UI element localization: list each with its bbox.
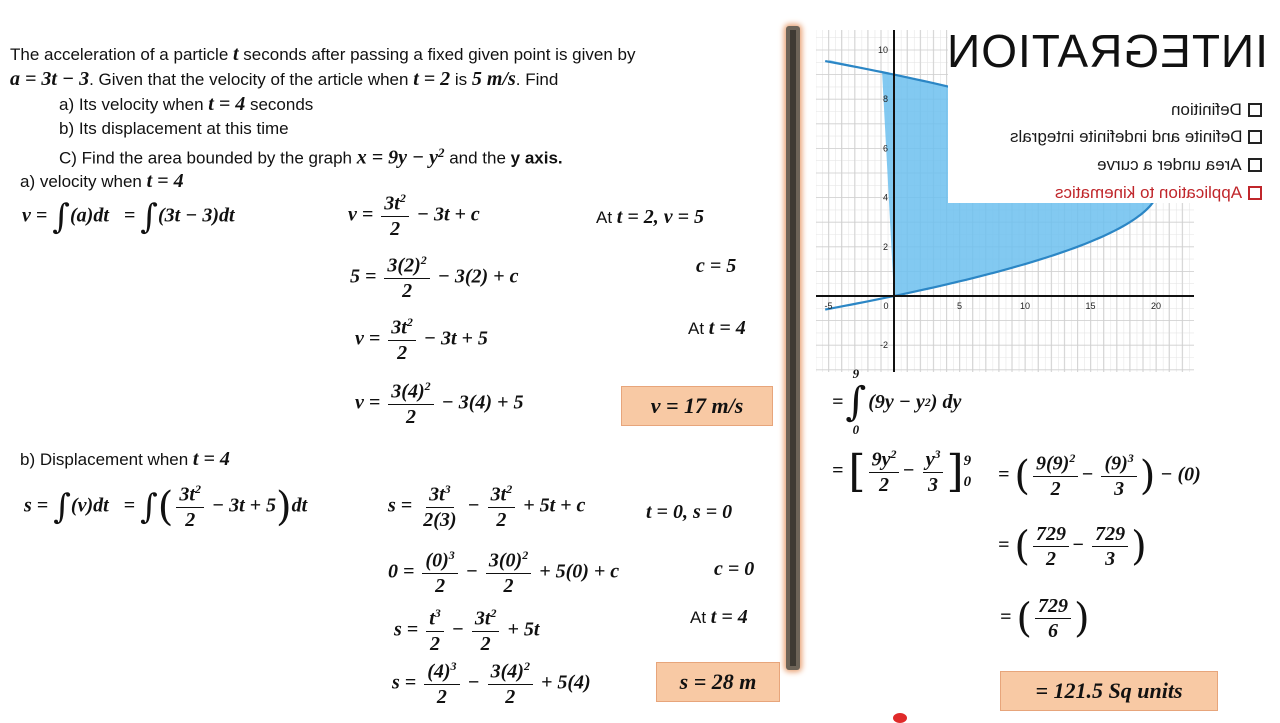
velocity-substitute: 5 = $\frac{3(2)^2}{2}$ − 3(2) + c	[350, 253, 519, 302]
x-tick-label: -5	[824, 301, 833, 311]
menu-item-label: Application to kinematics	[1054, 183, 1242, 202]
cursor-marker	[893, 713, 907, 723]
y-tick-label: -2	[879, 340, 888, 351]
checkbox-icon	[1248, 130, 1262, 144]
section-b-condition: t = 0, s = 0	[646, 501, 733, 523]
checkbox-icon	[1248, 158, 1262, 172]
problem-part-a: a) Its velocity when t = 4 seconds	[59, 93, 314, 115]
velocity-answer: v = 17 m/s	[621, 386, 773, 426]
area-fraction: = ( $\frac{729}{6}$ )	[1000, 595, 1090, 642]
problem-part-b: b) Its displacement at this time	[59, 119, 289, 138]
x-tick-label: 0	[883, 301, 889, 311]
displacement-substitute: 0 = $\frac{(0)^3}{2}$ − $\frac{3(0)^2}{2}$ + 5(0) + c	[388, 548, 620, 597]
checkbox-icon	[1248, 103, 1262, 117]
area-antiderivative: = [ $\frac{9y^2}{2}$ − $\frac{y^3}{3}$ ] 9 0	[832, 445, 972, 497]
x-tick-label: 10	[1019, 301, 1031, 311]
problem-line-2: a = 3t − 3. Given that the velocity of the article when t = 2 is 5 m/s. Find	[10, 68, 559, 90]
displacement-answer: s = 28 m	[656, 662, 780, 702]
displacement-constant: c = 0	[714, 558, 755, 580]
checkbox-icon	[1248, 186, 1262, 200]
menu-item-label: Area under a curve	[1097, 155, 1242, 174]
section-a-condition: At t = 2, v = 5	[596, 206, 705, 228]
menu-title: INTEGRATION	[946, 25, 1268, 77]
x-tick-label: 20	[1150, 301, 1162, 311]
menu-item-label: Definition	[1171, 100, 1242, 119]
y-tick-label: 2	[882, 241, 888, 252]
displacement-integral: s = ∫(v)dt = ∫( $\frac{3t^2}{2}$ − 3t + 5)dt	[24, 482, 308, 531]
x-tick-label: 15	[1085, 301, 1096, 311]
vertical-divider	[786, 26, 800, 670]
area-answer: = 121.5 Sq units	[1000, 671, 1218, 711]
area-evaluate: = ( $\frac{9(9)^2}{2}$ − $\frac{(9)^3}{3}$ ) − (0)	[998, 451, 1201, 500]
menu-item-label: Definite and indefinite integrals	[1009, 127, 1242, 146]
menu-item[interactable]	[1171, 100, 1262, 120]
velocity-at-4: v = $\frac{3(4)^2}{2}$ − 3(4) + 5	[355, 379, 524, 428]
velocity-general: v = $\frac{3t^2}{2}$ − 3t + c	[348, 191, 480, 240]
velocity-integral: v = ∫(a)dt = ∫(3t − 3)dt	[22, 197, 235, 237]
velocity-equation: v = $\frac{3t^2}{2}$ − 3t + 5	[355, 315, 488, 364]
y-tick-label: 4	[882, 192, 888, 203]
menu-item[interactable]	[1097, 155, 1262, 175]
velocity-constant: c = 5	[696, 255, 737, 277]
section-b-heading: b) Displacement when t = 4	[20, 448, 230, 470]
section-a-heading: a) velocity when t = 4	[20, 170, 184, 192]
section-b-at-t4: At t = 4	[690, 606, 748, 628]
section-a-at-t4: At t = 4	[688, 317, 746, 339]
y-tick-label: 6	[882, 143, 888, 154]
area-simplify: = ( $\frac{729}{2}$ − $\frac{729}{3}$ )	[998, 523, 1147, 570]
menu-item[interactable]	[1055, 183, 1262, 203]
y-tick-label: 8	[882, 94, 888, 105]
problem-part-c: C) Find the area bounded by the graph $x = 9y - y^2$ and the y axis.	[59, 145, 563, 169]
area-integral: = 9 ∫ 0 (9y − y 2 ) dy	[832, 366, 962, 437]
displacement-general: s = $\frac{3t^3}{2(3)}$ − $\frac{3t^2}{2}$ + 5t + c	[388, 482, 586, 531]
displacement-at-4: s = $\frac{(4)^3}{2}$ − $\frac{3(4)^2}{2}$ + 5(4)	[392, 659, 591, 708]
y-tick-label: 10	[877, 45, 888, 55]
displacement-equation: s = $\frac{t^3}{2}$ − $\frac{3t^2}{2}$ + 5t	[394, 606, 540, 655]
problem-line-1: The acceleration of a particle t seconds after passing a fixed given point is given by	[10, 43, 636, 65]
menu-item[interactable]	[1010, 127, 1262, 147]
x-tick-label: 5	[956, 301, 963, 311]
